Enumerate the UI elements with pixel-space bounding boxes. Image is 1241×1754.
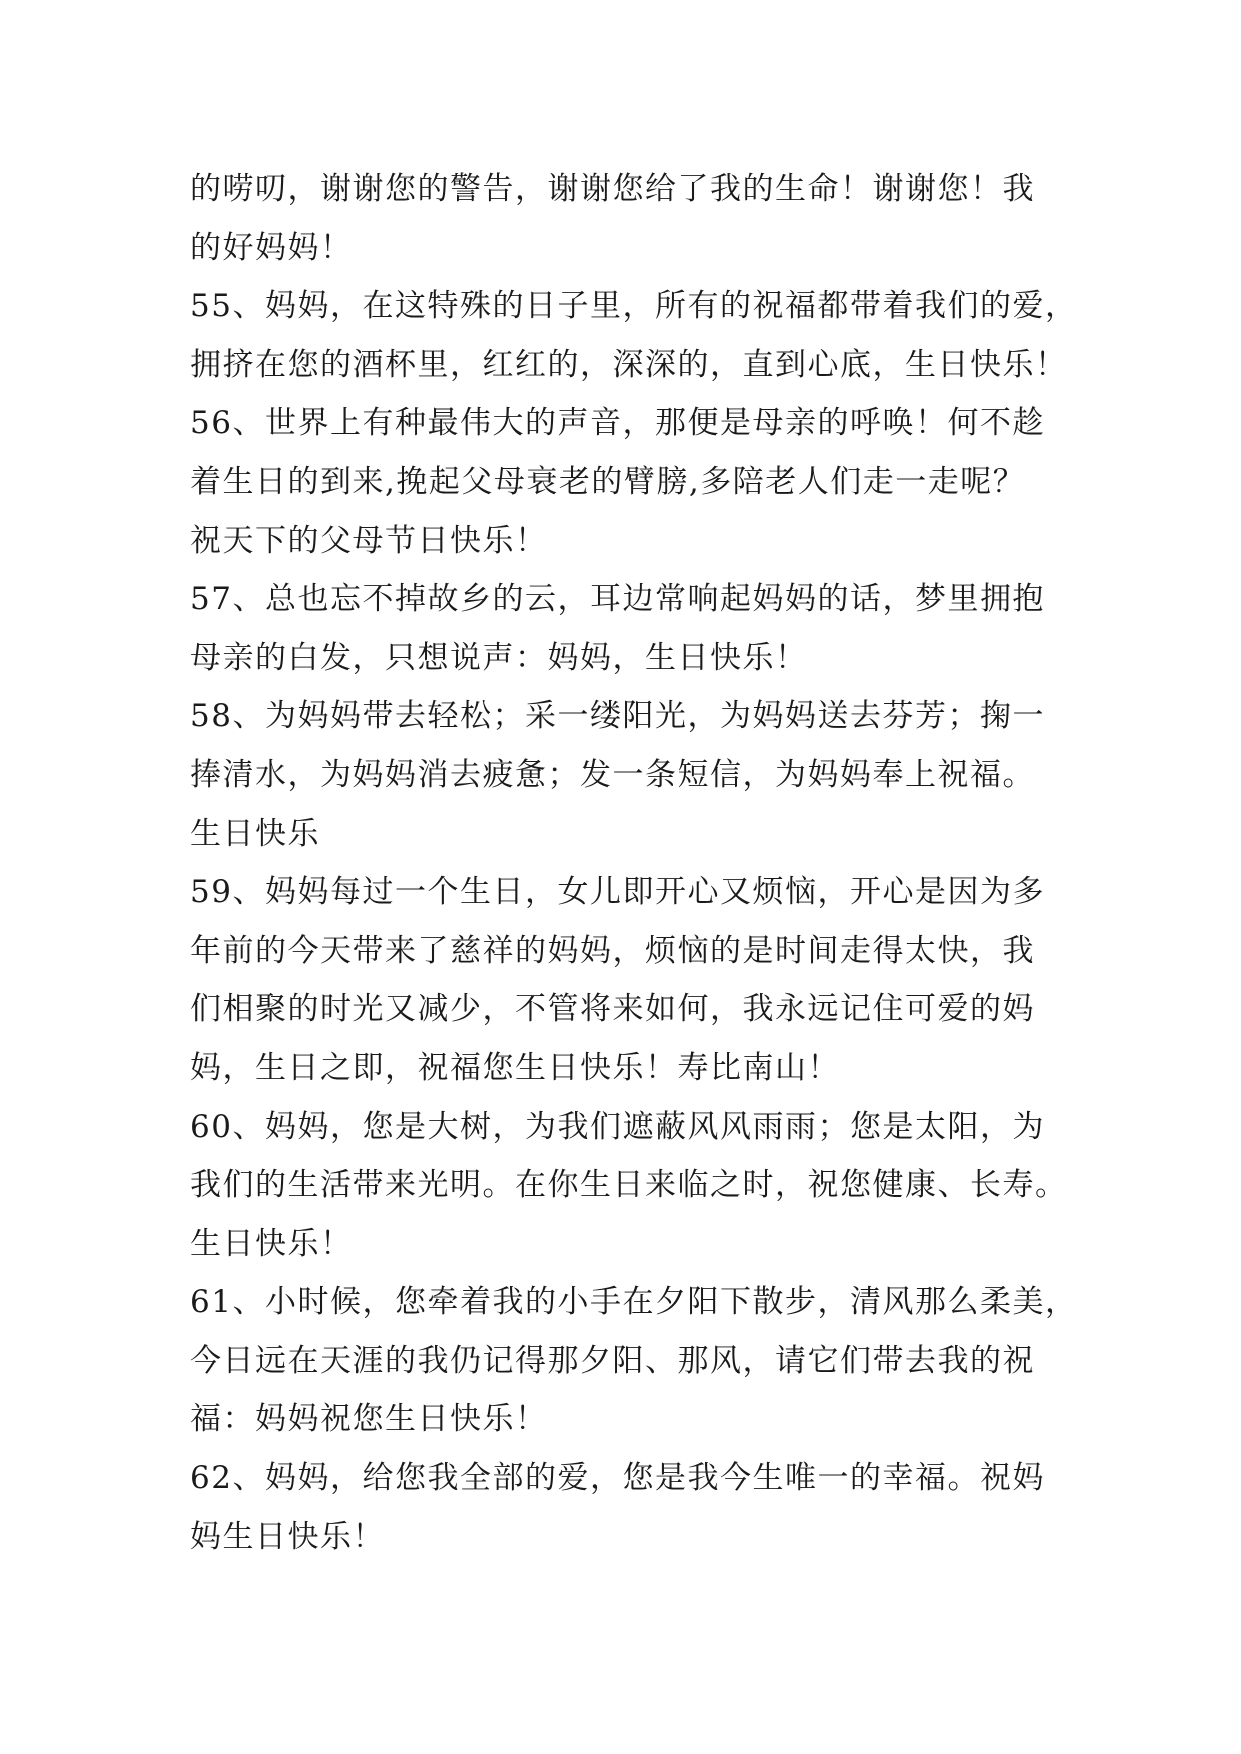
text-line: 母亲的白发，只想说声：妈妈，生日快乐！ bbox=[190, 639, 808, 676]
text-line: 拥挤在您的酒杯里，红红的，深深的，直到心底，生日快乐！ bbox=[190, 346, 1068, 383]
text-line: 55、妈妈，在这特殊的日子里，所有的祝福都带着我们的爱， bbox=[190, 288, 1078, 325]
text-line: 59、妈妈每过一个生日，女儿即开心又烦恼，开心是因为多 bbox=[190, 874, 1045, 911]
text-line: 生日快乐！ bbox=[190, 1225, 353, 1262]
text-line: 的好妈妈！ bbox=[190, 229, 353, 266]
text-line: 生日快乐 bbox=[190, 815, 320, 852]
text-line: 我们的生活带来光明。在你生日来临之时，祝您健康、长寿。 bbox=[190, 1167, 1068, 1204]
text-line: 61、小时候，您牵着我的小手在夕阳下散步，清风那么柔美， bbox=[190, 1284, 1078, 1321]
text-line: 着生日的到来,挽起父母衰老的臂膀,多陪老人们走一走呢？ bbox=[190, 463, 1026, 500]
text-line: 58、为妈妈带去轻松；采一缕阳光，为妈妈送去芬芳；掬一 bbox=[190, 698, 1045, 735]
text-line: 妈生日快乐！ bbox=[190, 1518, 385, 1555]
text-line: 62、妈妈，给您我全部的爱，您是我今生唯一的幸福。祝妈 bbox=[190, 1460, 1045, 1497]
text-line: 56、世界上有种最伟大的声音，那便是母亲的呼唤！何不趁 bbox=[190, 405, 1045, 442]
text-line: 福：妈妈祝您生日快乐！ bbox=[190, 1401, 548, 1438]
text-line: 的唠叨，谢谢您的警告，谢谢您给了我的生命！谢谢您！我 bbox=[190, 171, 1035, 207]
document-body bbox=[190, 160, 1078, 1566]
text-line: 60、妈妈，您是大树，为我们遮蔽风风雨雨；您是太阳，为 bbox=[190, 1108, 1045, 1145]
text-line: 妈，生日之即，祝福您生日快乐！寿比南山！ bbox=[190, 1049, 840, 1086]
text-line: 年前的今天带来了慈祥的妈妈，烦恼的是时间走得太快，我 bbox=[190, 932, 1035, 969]
text-line: 57、总也忘不掉故乡的云，耳边常响起妈妈的话，梦里拥抱 bbox=[190, 581, 1045, 618]
text-line: 捧清水，为妈妈消去疲惫；发一条短信，为妈妈奉上祝福。 bbox=[190, 756, 1035, 793]
text-line: 祝天下的父母节日快乐！ bbox=[190, 522, 548, 559]
text-line: 今日远在天涯的我仍记得那夕阳、那风，请它们带去我的祝 bbox=[190, 1342, 1035, 1379]
text-line: 们相聚的时光又减少，不管将来如何，我永远记住可爱的妈 bbox=[190, 991, 1035, 1028]
